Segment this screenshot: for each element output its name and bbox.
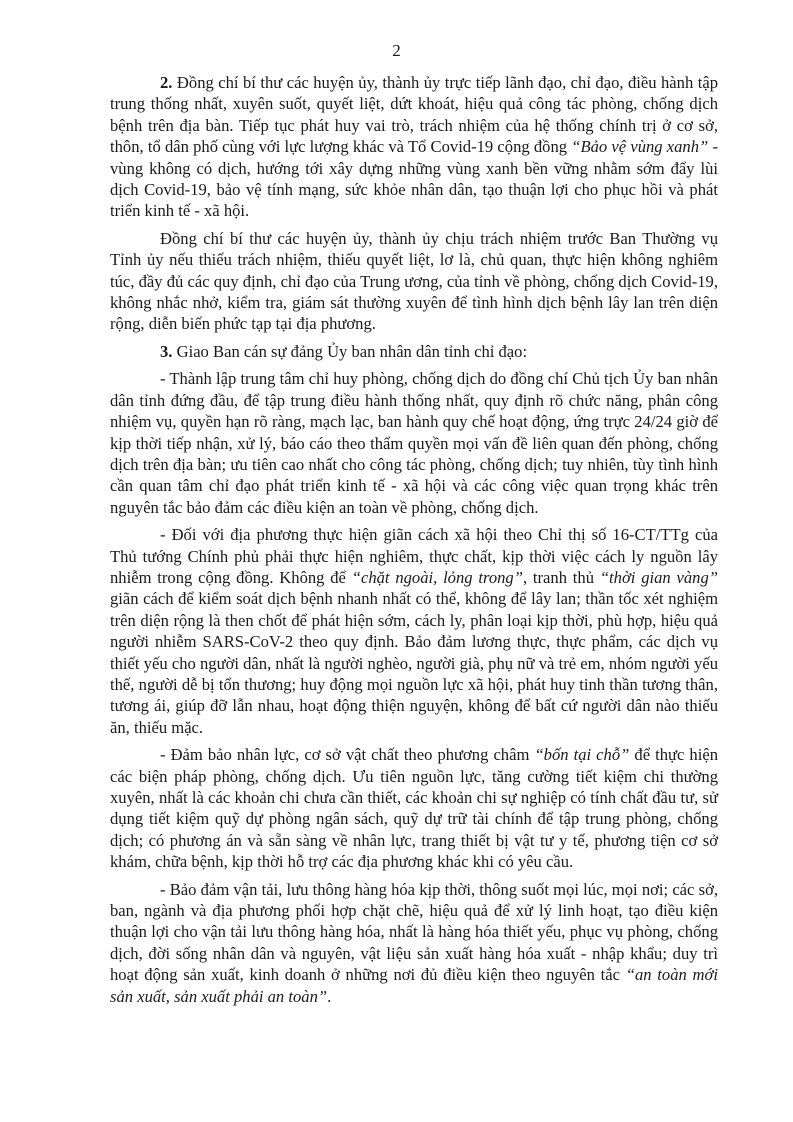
text-segment: giãn cách để kiểm soát dịch bệnh nhanh nhất có thể, không để lây lan; thần tốc xét nghiệm trên diện rộng là then chốt để phát hiện sớm, cách ly, phân loại kịp thời, phù hợp, hiệu quả người nhiễm SARS-CoV-2 theo quy định. Bảo đảm lương thực, thực phẩm, các dịch vụ thiết yếu cho người dân, nhất là người nghèo, người già, phụ nữ và trẻ em, nhóm người yếu thế, người dễ bị tổn thương; huy động mọi nguồn lực xã hội, phát huy tinh thần tương thân, tương ái, giúp đỡ lẫn nhau, hoạt động thiện nguyện, không để bất cứ người dân nào thiếu ăn, thiếu mặc. <box>110 589 718 737</box>
text-segment: - Đối với địa phương thực hiện giãn cách xã hội theo Chỉ thị số 16-CT/TTg của Thủ tướng Chính phủ phải thực hiện nghiêm, thực chất, kịp thời việc cách ly nguồn lây nhiễm trong cộng đồng. Không để <box>110 525 718 587</box>
page-number: 2 <box>392 41 401 60</box>
text-segment: Đồng chí bí thư các huyện ủy, thành ủy trực tiếp lãnh đạo, chỉ đạo, điều hành tập trung thống nhất, xuyên suốt, quyết liệt, dứt khoát, hiệu quả công tác phòng, chống dịch bệnh trên địa bàn. Tiếp tục phát huy vai trò, trách nhiệm của hệ thống chính trị ở cơ sở, thôn, tổ dân phố cùng với lực lượng khác và Tổ Covid-19 cộng đồng <box>110 73 718 157</box>
paragraph <box>110 341 718 362</box>
paragraph <box>110 744 718 872</box>
text-segment: . <box>327 986 332 1006</box>
text-segment: - vùng không có dịch, hướng tới xây dựng những vùng xanh bền vững nhằm sớm đẩy lùi dịch Covid-19, bảo vệ tính mạng, sức khỏe nhân dân, tạo thuận lợi cho phục hồi và phát triển kinh tế - xã hội. <box>110 137 718 221</box>
text-segment: - Thành lập trung tâm chỉ huy phòng, chống dịch do đồng chí Chủ tịch Ủy ban nhân dân tỉnh đứng đầu, để tập trung điều hành thống nhất, quy định rõ chức năng, phân công nhiệm vụ, quyền hạn rõ ràng, mạch lạc, ban hành quy chế hoạt động, ứng trực 24/24 giờ để kịp thời tiếp nhận, xử lý, báo cáo theo thẩm quyền mọi vấn đề liên quan đến phòng, chống dịch trên địa bàn; ưu tiên cao nhất cho công tác phòng, chống dịch; tuy nhiên, tùy tình hình cần quan tâm chỉ đạo phát triển kinh tế - xã hội và các công việc quan trọng khác trên nguyên tắc bảo đảm các điều kiện an toàn về phòng, chống dịch. <box>110 369 718 517</box>
italic-text-segment: “Bảo vệ vùng xanh” <box>571 137 709 157</box>
text-segment: - Bảo đảm vận tải, lưu thông hàng hóa kịp thời, thông suốt mọi lúc, mọi nơi; các sở, ban, ngành và địa phương phối hợp chặt chẽ, hiệu quả để xử lý linh hoạt, tạo điều kiện thuận lợi cho vận tải lưu thông hàng hóa, nhất là hàng hóa thiết yếu, phục vụ phòng, chống dịch, đời sống nhân dân và nguyên, vật liệu sản xuất hàng hóa xuất - nhập khẩu; duy trì hoạt động sản xuất, kinh doanh ở những nơi đủ điều kiện theo nguyên tắc <box>110 879 718 985</box>
text-segment: Đồng chí bí thư các huyện ủy, thành ủy chịu trách nhiệm trước Ban Thường vụ Tỉnh ủy nếu thiếu trách nhiệm, thiếu quyết liệt, lơ là, chủ quan, thực hiện không nghiêm túc, đầy đủ các quy định, chỉ đạo của Trung ương, của tỉnh về phòng, chống dịch Covid-19, không nhắc nhở, kiểm tra, giám sát thường xuyên để tình hình dịch bệnh lây lan trên diện rộng, diễn biến phức tạp tại địa phương. <box>110 228 718 334</box>
text-segment: - Đảm bảo nhân lực, cơ sở vật chất theo phương châm <box>160 745 535 765</box>
paragraph <box>110 368 718 518</box>
paragraph <box>110 524 718 738</box>
italic-text-segment: “bốn tại chỗ” <box>534 745 630 765</box>
paragraph <box>110 879 718 1007</box>
italic-text-segment: “an toàn mới sản xuất, sản xuất phải an toàn” <box>110 965 718 1006</box>
paragraph <box>110 72 718 222</box>
paragraph <box>110 228 718 335</box>
bold-text-segment: 2. <box>160 73 173 92</box>
italic-text-segment: “thời gian vàng” <box>599 567 718 587</box>
text-segment: Giao Ban cán sự đảng Ủy ban nhân dân tỉnh chỉ đạo: <box>172 341 528 361</box>
italic-text-segment: “chặt ngoài, lỏng trong” <box>351 567 523 587</box>
document-body <box>110 72 718 1013</box>
text-segment: , tranh thủ <box>522 567 600 587</box>
bold-text-segment: 3. <box>160 341 173 361</box>
text-segment: để thực hiện các biện pháp phòng, chống dịch. Ưu tiên nguồn lực, tăng cường tiết kiệm chi thường xuyên, nhất là các khoản chi chưa cần thiết, các khoản chi sự nghiệp có tính chất đầu tư, sử dụng tiết kiệm quỹ dự phòng ngân sách, quỹ dự trữ tài chính để tập trung phòng, chống dịch; có phương án và sẵn sàng về nhân lực, trang thiết bị vật tư y tế, phương tiện cơ sở khám, chữa bệnh, kịp thời hỗ trợ các địa phương khác khi có yêu cầu. <box>110 745 718 872</box>
